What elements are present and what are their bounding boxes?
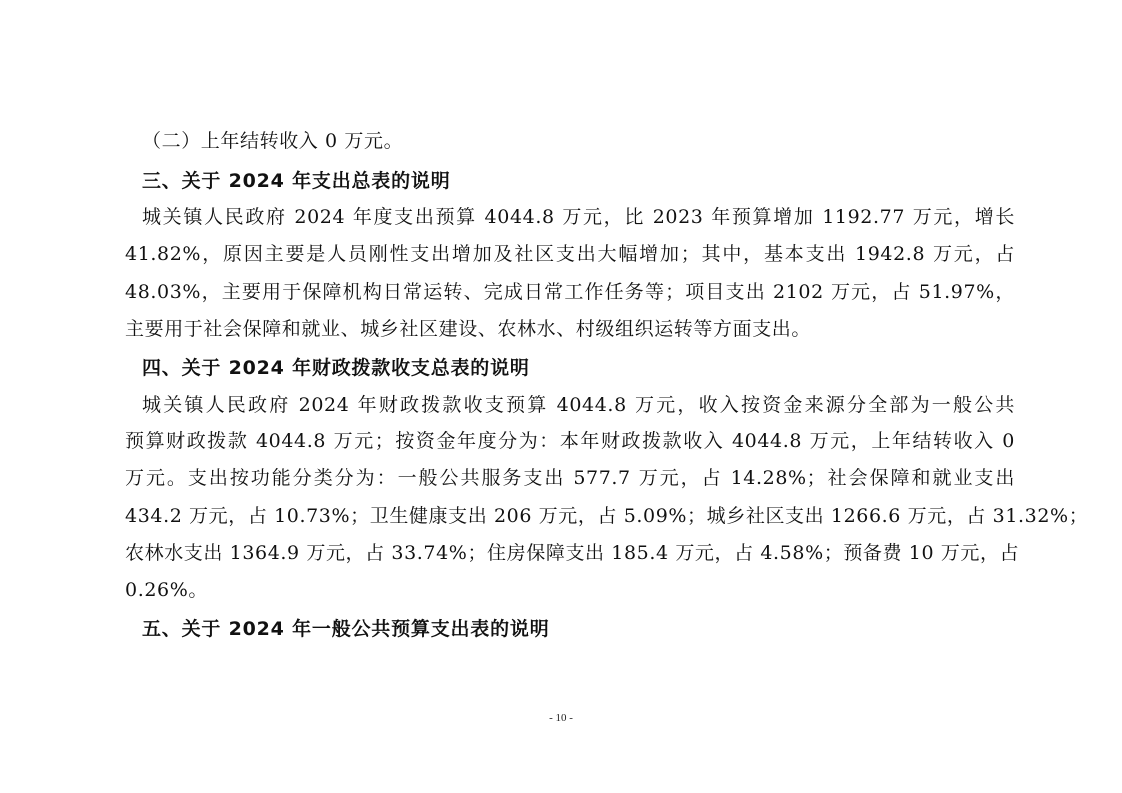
paragraph-line: 城关镇人民政府 2024 年财政拨款收支预算 4044.8 万元，收入按资金来源分全部为一般公共	[142, 394, 1015, 416]
section-heading-4: 四、关于 2024 年财政拨款收支总表的说明	[142, 357, 530, 379]
paragraph-line: 41.82%，原因主要是人员刚性支出增加及社区支出大幅增加；其中，基本支出 1942.8 万元，占	[125, 243, 1015, 265]
paragraph-line: 农林水支出 1364.9 万元，占 33.74%；住房保障支出 185.4 万元，占 4.58%；预备费 10 万元，占	[125, 542, 1020, 564]
paragraph-line: 主要用于社会保障和就业、城乡社区建设、农林水、村级组织运转等方面支出。	[125, 318, 812, 340]
paragraph-line: 0.26%。	[125, 579, 208, 601]
paragraph-line: 城关镇人民政府 2024 年度支出预算 4044.8 万元，比 2023 年预算增加 1192.77 万元，增长	[142, 206, 1015, 228]
page-number: - 10 -	[549, 712, 573, 724]
paragraph-line: 48.03%，主要用于保障机构日常运转、完成日常工作任务等；项目支出 2102 万元，占 51.97%，	[125, 281, 1015, 303]
section-heading-3: 三、关于 2024 年支出总表的说明	[142, 170, 451, 192]
section-heading-5: 五、关于 2024 年一般公共预算支出表的说明	[142, 618, 550, 640]
paragraph-line: 预算财政拨款 4044.8 万元；按资金年度分为：本年财政拨款收入 4044.8 万元，上年结转收入 0	[125, 430, 1015, 452]
paragraph-line: 万元。支出按功能分类分为：一般公共服务支出 577.7 万元，占 14.28%；社会保障和就业支出	[125, 467, 1015, 489]
paragraph-line: 434.2 万元，占 10.73%；卫生健康支出 206 万元，占 5.09%；城乡社区支出 1266.6 万元，占 31.32%；	[125, 505, 1089, 527]
paragraph-carryover-income: （二）上年结转收入 0 万元。	[142, 130, 404, 152]
